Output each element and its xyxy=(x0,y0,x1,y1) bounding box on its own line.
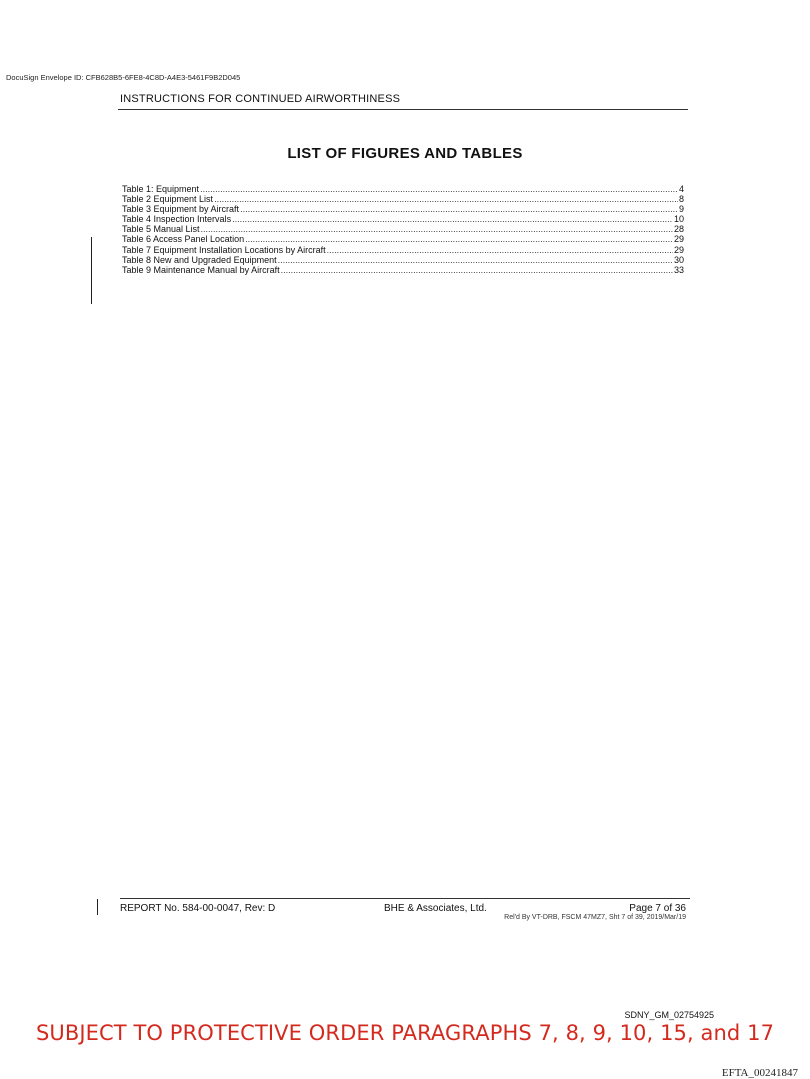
toc-entry-table-7[interactable] xyxy=(122,245,684,255)
toc-entry-page: 4 xyxy=(678,184,684,194)
toc-leader-dots xyxy=(232,214,673,224)
toc-entry-page: 30 xyxy=(673,254,684,265)
page-title: LIST OF FIGURES AND TABLES xyxy=(287,145,523,162)
toc-entry-table-9[interactable] xyxy=(122,265,684,275)
document-header-title: INSTRUCTIONS FOR CONTINUED AIRWORTHINESS xyxy=(120,93,401,105)
footer-rule xyxy=(120,898,690,899)
toc-entry-label: Table 9 Maintenance Manual by Aircraft xyxy=(122,264,280,275)
toc-entry-table-8[interactable] xyxy=(122,255,684,265)
toc-entry-table-1[interactable] xyxy=(122,184,684,194)
report-number: REPORT No. 584-00-0047, Rev: D xyxy=(120,903,276,914)
toc-leader-dots xyxy=(201,224,673,234)
toc-leader-dots xyxy=(200,184,678,194)
toc-entry-label: Table 2 Equipment List xyxy=(122,194,214,205)
toc-leader-dots xyxy=(281,265,673,275)
footer-change-bar xyxy=(97,899,98,915)
docusign-envelope-id: DocuSign Envelope ID: CFB628B5-6FE8-4C8D-A4E3-5461F9B2D045 xyxy=(6,73,241,82)
toc-leader-dots xyxy=(214,194,678,204)
toc-entry-page: 10 xyxy=(673,214,684,225)
toc-entry-label: Table 5 Manual List xyxy=(122,224,200,235)
toc-leader-dots xyxy=(245,234,673,244)
bates-number: SDNY_GM_02754925 xyxy=(624,1010,714,1020)
toc-entry-table-4[interactable] xyxy=(122,214,684,224)
toc-entry-page: 29 xyxy=(673,244,684,255)
toc-entry-label: Table 8 New and Upgraded Equipment xyxy=(122,254,277,265)
toc-leader-dots xyxy=(278,255,673,265)
revision-change-bar xyxy=(91,237,92,304)
release-stamp: Rel'd By VT-DRB, FSCM 47MZ7, Sht 7 of 39, 2019/Mar/19 xyxy=(504,914,686,921)
page-number: Page 7 of 36 xyxy=(629,903,686,914)
header-rule xyxy=(118,109,688,110)
toc-entry-page: 8 xyxy=(678,194,684,205)
toc-entry-table-2[interactable] xyxy=(122,194,684,204)
toc-entry-label: Table 7 Equipment Installation Locations by Aircraft xyxy=(122,244,326,255)
toc-entry-table-3[interactable] xyxy=(122,204,684,214)
toc-entry-page: 29 xyxy=(673,234,684,245)
toc-entry-label: Table 1: Equipment xyxy=(122,184,200,194)
toc-entry-table-6[interactable] xyxy=(122,234,684,244)
protective-order-notice: SUBJECT TO PROTECTIVE ORDER PARAGRAPHS 7, 8, 9, 10, 15, and 17 xyxy=(35,1021,775,1045)
company-name: BHE & Associates, Ltd. xyxy=(384,903,487,914)
toc-leader-dots xyxy=(327,245,673,255)
toc-entry-page: 28 xyxy=(673,224,684,235)
toc-entry-label: Table 6 Access Panel Location xyxy=(122,234,245,245)
toc-entry-table-5[interactable] xyxy=(122,224,684,234)
toc-leader-dots xyxy=(240,204,678,214)
toc-entry-label: Table 4 Inspection Intervals xyxy=(122,214,232,225)
toc-entry-label: Table 3 Equipment by Aircraft xyxy=(122,204,240,215)
toc-entry-page: 33 xyxy=(673,264,684,275)
toc-entry-page: 9 xyxy=(678,204,684,215)
efta-number: EFTA_00241847 xyxy=(721,1067,798,1079)
table-of-contents xyxy=(122,184,684,275)
